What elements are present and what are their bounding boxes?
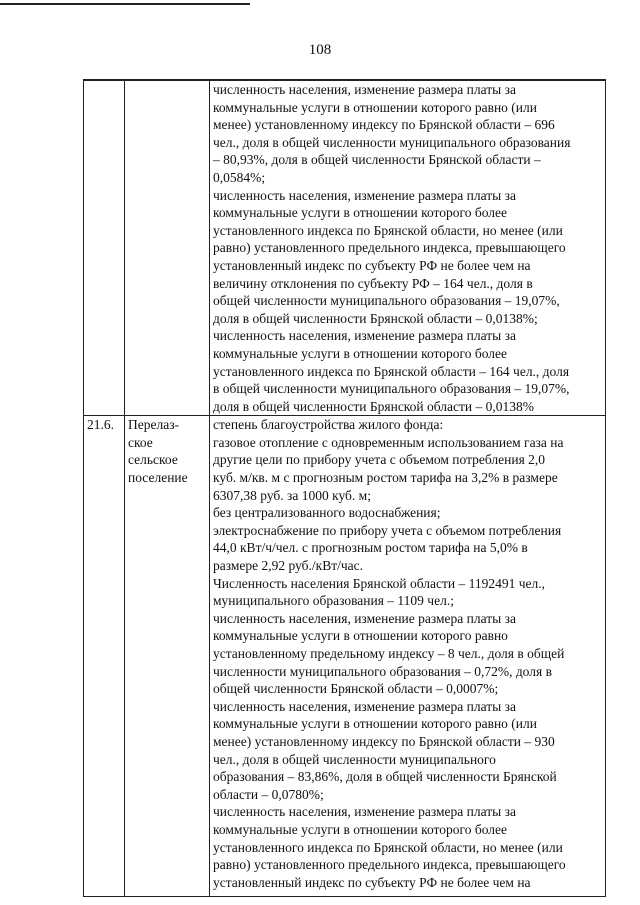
text-line: области – 0,0780%; [213,786,324,802]
text-line: муниципального образования – 1109 чел.; [213,593,454,609]
text-line: 6307,38 руб. за 1000 куб. м; [213,487,371,503]
text-line: величину отклонения по субъекту РФ – 164 чел., доля в [213,275,533,291]
text-line: поселение [128,470,188,486]
text-line: численность населения, изменение размера платы за [213,804,516,820]
text-line: 0,0584%; [213,169,266,185]
text-line: менее) установленному индексу по Брянской области – 930 [213,733,555,749]
text-line: в общей численности муниципального образования – 19,07%, [213,381,570,397]
document-table [83,79,606,897]
text-line: доля в общей численности Брянской области – 0,0138% [213,398,535,414]
text-line: Перелаз- [128,417,180,433]
text-line: равно) установленного предельного индекса, превышающего [213,240,566,256]
text-line: образования – 83,86%, доля в общей численности Брянской [213,769,557,785]
text-line: численность населения, изменение размера платы за [213,82,516,97]
top-scan-rule [0,3,250,5]
text-line: чел., доля в общей численности муниципального образования [213,134,571,150]
text-line: Численность населения Брянской области – 1192491 чел., [213,575,545,591]
text-line: электроснабжение по прибору учета с объемом потребления [213,522,562,538]
text-line: численность населения, изменение размера платы за [213,698,516,714]
text-line: степень благоустройства жилого фонда: [213,417,444,433]
text-line: другие цели по прибору учета с объемом потребления 2,0 [213,452,546,468]
text-line: численности муниципального образования – 0,72%, доля в [213,663,552,679]
text-line: установленного индекса по Брянской области – 164 чел., доля [213,363,570,379]
municipality-name-cell [125,416,210,897]
text-line: куб. м/кв. м с прогнозным ростом тарифа на 3,2% в размере [213,470,558,486]
text-line: общей численности Брянской области – 0,0007%; [213,681,499,697]
text-line: установленного индекса по Брянской области, но менее (или [213,222,563,238]
text-line: – 80,93%, доля в общей численности Брянской области – [213,152,541,168]
text-line: 44,0 кВт/ч/чел. с прогнозным ростом тарифа на 5,0% в [213,540,528,556]
page-number: 108 [308,42,332,58]
text-line: численность населения, изменение размера платы за [213,610,516,626]
text-line: коммунальные услуги в отношении которого более [213,205,507,221]
text-line: коммунальные услуги в отношении которого более [213,345,507,361]
text-line: равно) установленного предельного индекса, превышающего [213,857,566,873]
text-line: менее) установленному индексу по Брянской области – 696 [213,117,555,133]
text-line: численность населения, изменение размера платы за [213,187,516,203]
text-line: установленный индекс по субъекту РФ не более чем на [213,874,531,890]
municipality-name-cell [125,80,210,416]
text-line: установленного индекса по Брянской области, но менее (или [213,839,563,855]
table-row-21-6 [84,416,606,897]
text-line: численность населения, изменение размера платы за [213,328,516,344]
text-line: коммунальные услуги в отношении которого равно (или [213,716,537,732]
text-line: доля в общей численности Брянской области – 0,0138%; [213,310,538,326]
text-line: чел., доля в общей численности муниципального [213,751,496,767]
description-cell [210,80,606,416]
table-row-continued [84,80,606,416]
text-line: установленный индекс по субъекту РФ не более чем на [213,257,531,273]
text-line: без централизованного водоснабжения; [213,505,441,521]
text-line: газовое отопление с одновременным использованием газа на [213,434,564,450]
text-line: размере 2,92 руб./кВт/час. [213,558,364,574]
text-line: установленному предельному индексу – 8 чел., доля в общей [213,646,565,661]
text-line: коммунальные услуги в отношении которого равно [213,628,508,644]
text-line: коммунальные услуги в отношении которого более [213,821,507,837]
text-line: коммунальные услуги в отношении которого равно (или [213,99,537,115]
description-cell [210,416,606,897]
text-line: сельское [128,452,178,468]
row-number-cell: 21.6. [84,416,125,897]
text-line: ское [128,434,153,450]
row-number-cell [84,80,125,416]
text-line: общей численности муниципального образования – 19,07%, [213,293,560,309]
